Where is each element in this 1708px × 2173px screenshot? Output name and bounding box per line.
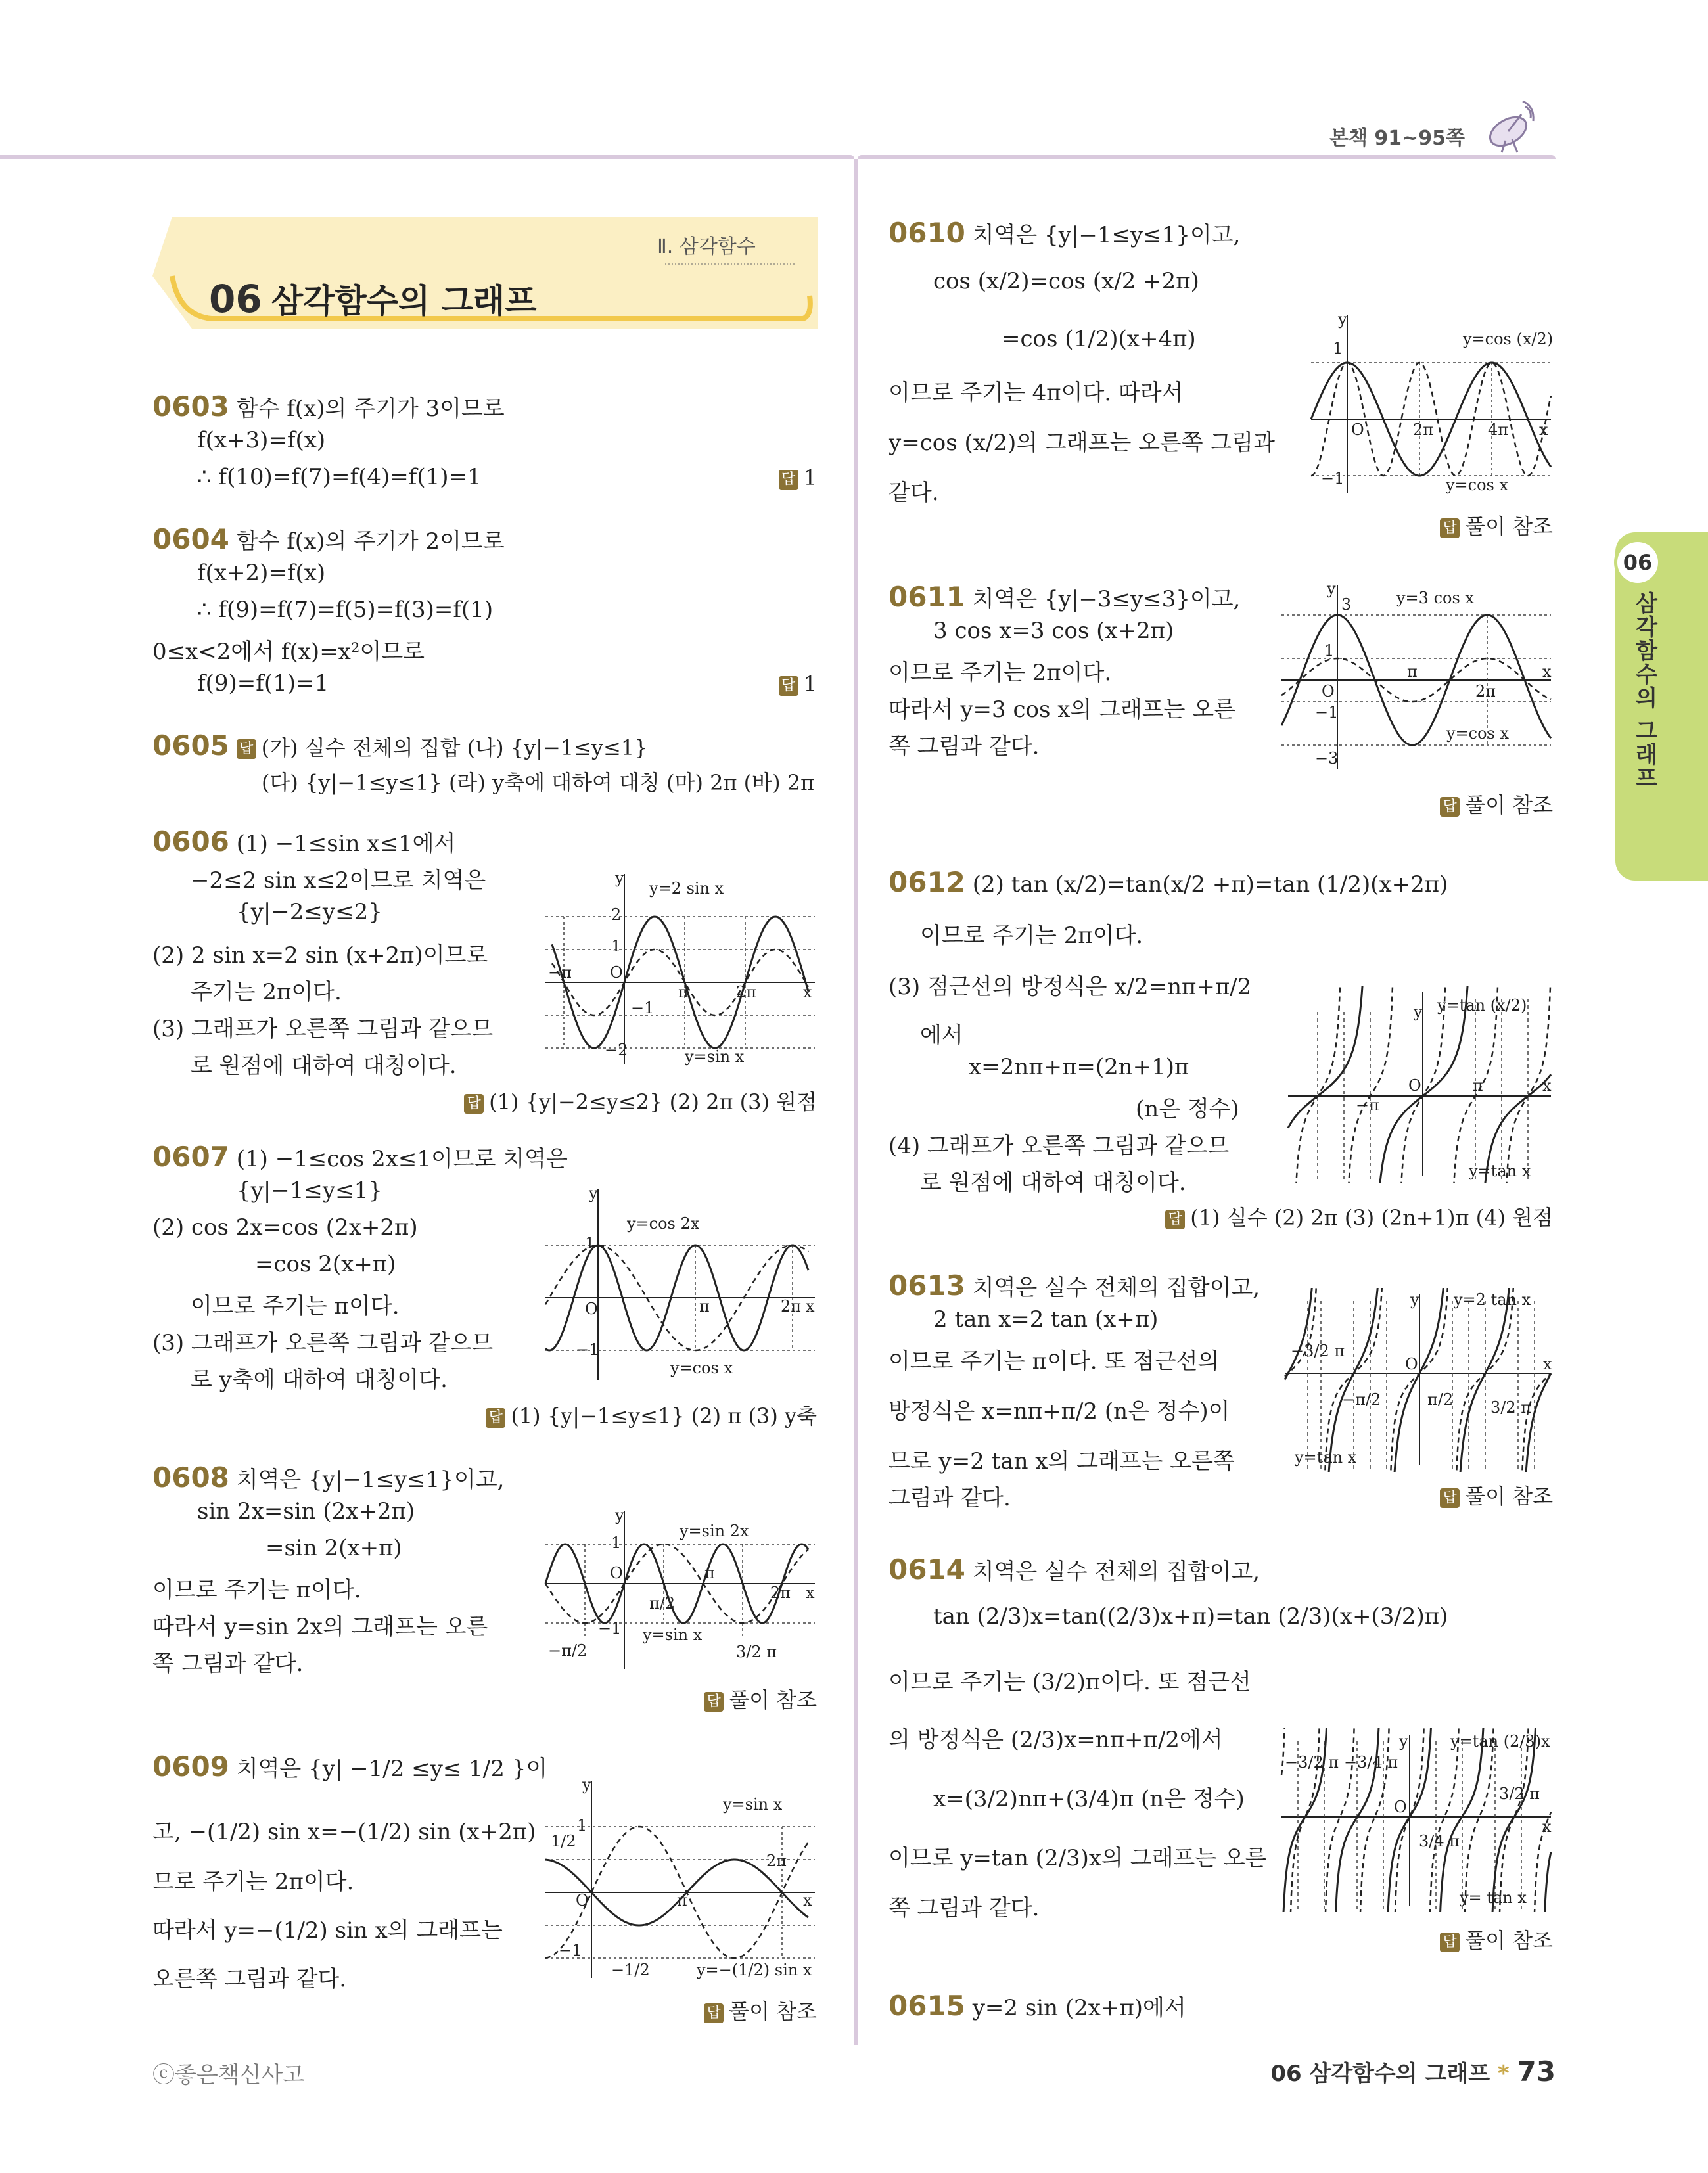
svg-text:O: O: [1394, 1798, 1407, 1816]
svg-text:2π: 2π: [736, 983, 757, 1001]
svg-text:O: O: [576, 1891, 589, 1910]
svg-text:−π: −π: [548, 963, 572, 982]
svg-text:x: x: [806, 1297, 815, 1315]
svg-text:y=2 sin x: y=2 sin x: [649, 879, 724, 898]
chapter-title-text: 삼각함수의 그래프: [271, 282, 537, 320]
svg-text:π: π: [677, 1891, 687, 1910]
svg-text:x: x: [803, 983, 812, 1001]
svg-text:x: x: [1542, 1076, 1552, 1095]
svg-text:x: x: [1543, 1355, 1552, 1373]
svg-text:y=sin x: y=sin x: [643, 1626, 703, 1644]
svg-text:1: 1: [577, 1816, 588, 1835]
svg-text:3/2 π: 3/2 π: [1499, 1785, 1540, 1803]
svg-text:−3/4 π: −3/4 π: [1344, 1753, 1398, 1772]
svg-text:−π: −π: [1356, 1096, 1379, 1114]
svg-text:y: y: [1399, 1732, 1408, 1750]
svg-text:O: O: [1405, 1355, 1418, 1373]
svg-text:y=tan x: y=tan x: [1295, 1448, 1357, 1467]
svg-text:−π/2: −π/2: [1342, 1390, 1381, 1409]
answer: 답 풀이 참조: [1440, 789, 1553, 819]
svg-text:2: 2: [611, 905, 622, 924]
graph-0612: [1285, 986, 1558, 1183]
answer: 답 (1) {y|−1≤y≤1} (2) π (3) y축: [486, 1400, 817, 1430]
svg-text:4π: 4π: [1488, 421, 1509, 439]
svg-text:π: π: [699, 1297, 710, 1315]
answer: 답 (1) 실수 (2) 2π (3) (2n+1)π (4) 원점: [1165, 1201, 1553, 1231]
page-footer: 06 삼각함수의 그래프 * 73: [1270, 2055, 1556, 2088]
svg-text:y: y: [1410, 1291, 1419, 1309]
svg-text:−1: −1: [1321, 469, 1345, 488]
svg-text:y: y: [615, 1506, 624, 1524]
svg-text:−1: −1: [631, 999, 655, 1017]
svg-text:y: y: [1414, 1003, 1423, 1021]
answer: 답 풀이 참조: [1440, 1924, 1553, 1954]
svg-text:π: π: [1407, 662, 1418, 681]
svg-text:−1: −1: [1315, 703, 1339, 721]
svg-text:−1/2: −1/2: [611, 1961, 650, 1979]
satellite-dish-icon: [1482, 97, 1538, 154]
graph-0611: [1278, 578, 1558, 775]
answer: 답 (1) {y|−2≤y≤2} (2) 2π (3) 원점: [464, 1086, 817, 1116]
chapter-title: [209, 275, 537, 322]
svg-text:1: 1: [1333, 339, 1343, 357]
header-rule-right: [858, 155, 1556, 159]
graph-0608: [539, 1505, 821, 1676]
svg-text:π: π: [678, 983, 689, 1001]
svg-text:y=sin x: y=sin x: [723, 1795, 783, 1814]
svg-text:y=2 tan x: y=2 tan x: [1454, 1291, 1531, 1309]
svg-text:−3/2 π: −3/2 π: [1291, 1342, 1345, 1360]
svg-text:1: 1: [585, 1234, 595, 1252]
side-tab-number: 06: [1614, 539, 1661, 586]
svg-text:y=sin x: y=sin x: [685, 1047, 745, 1066]
svg-text:y=cos 2x: y=cos 2x: [627, 1214, 700, 1233]
svg-text:y=tan (2/3)x: y=tan (2/3)x: [1450, 1732, 1550, 1750]
svg-text:O: O: [585, 1300, 598, 1318]
svg-text:y: y: [589, 1184, 598, 1202]
svg-text:O: O: [610, 1564, 623, 1582]
svg-text:y: y: [1327, 580, 1336, 598]
svg-text:−1: −1: [576, 1340, 599, 1359]
svg-text:y: y: [1338, 310, 1347, 329]
svg-text:−3: −3: [1315, 749, 1339, 767]
svg-text:y: y: [582, 1775, 591, 1794]
svg-text:2π: 2π: [781, 1297, 802, 1315]
unit-label: Ⅱ. 삼각함수: [657, 235, 756, 258]
graph-0606: [539, 867, 821, 1078]
svg-text:x: x: [1542, 662, 1552, 681]
svg-text:−π/2: −π/2: [548, 1641, 588, 1660]
svg-text:y=−(1/2) sin x: y=−(1/2) sin x: [697, 1961, 812, 1979]
svg-text:y=cos (x/2): y=cos (x/2): [1463, 330, 1554, 348]
svg-text:y=tan x: y=tan x: [1469, 1162, 1531, 1180]
svg-text:2π: 2π: [766, 1852, 787, 1870]
page-number: 73: [1517, 2055, 1556, 2088]
svg-text:π/2: π/2: [1427, 1390, 1454, 1409]
answer: 답 1: [779, 672, 817, 697]
side-tab-title: 삼각함수의 그래프: [1631, 591, 1657, 790]
graph-0613: [1281, 1288, 1558, 1472]
svg-text:2π: 2π: [1413, 421, 1434, 439]
svg-text:−2: −2: [605, 1041, 628, 1059]
svg-text:π: π: [704, 1564, 715, 1582]
publisher-credit: ⓒ좋은책신사고: [152, 2062, 305, 2088]
svg-text:x: x: [1539, 421, 1548, 439]
svg-text:y=cos x: y=cos x: [1446, 476, 1509, 494]
svg-text:π: π: [1473, 1076, 1483, 1095]
header-rule-left: [0, 155, 854, 159]
answer: 답 풀이 참조: [704, 1683, 817, 1714]
svg-text:y=cos x: y=cos x: [670, 1359, 733, 1377]
svg-text:2π: 2π: [770, 1584, 791, 1602]
svg-text:1: 1: [611, 937, 622, 955]
svg-text:y=tan (x/2): y=tan (x/2): [1437, 996, 1527, 1015]
svg-text:x: x: [803, 1891, 812, 1910]
svg-text:π/2: π/2: [649, 1594, 676, 1613]
svg-text:O: O: [1351, 421, 1364, 439]
svg-text:−1: −1: [559, 1941, 582, 1959]
svg-text:y=3 cos x: y=3 cos x: [1396, 589, 1474, 607]
svg-text:1: 1: [611, 1534, 622, 1552]
answer: 답 풀이 참조: [704, 1995, 817, 2025]
svg-text:O: O: [610, 963, 623, 982]
svg-text:O: O: [1408, 1076, 1421, 1095]
svg-text:1: 1: [1324, 641, 1335, 660]
svg-text:−1: −1: [598, 1619, 622, 1637]
svg-text:3/2 π: 3/2 π: [1490, 1398, 1532, 1417]
graph-0614: [1278, 1728, 1558, 1912]
svg-text:y: y: [615, 869, 624, 887]
svg-text:x: x: [806, 1584, 815, 1602]
svg-text:3/2 π: 3/2 π: [736, 1643, 777, 1661]
curve-tanx: [1285, 1288, 1551, 1472]
svg-text:2π: 2π: [1475, 682, 1496, 700]
column-divider: [854, 159, 858, 2045]
graph-0607: [539, 1183, 821, 1386]
graph-0609: [539, 1774, 821, 1984]
svg-text:−3/2 π: −3/2 π: [1285, 1753, 1339, 1772]
svg-text:x: x: [1542, 1818, 1552, 1836]
svg-text:3/4 π: 3/4 π: [1419, 1832, 1460, 1850]
page-range-label: 본책 91~95쪽: [1329, 127, 1465, 150]
answer: 답 1: [779, 465, 817, 490]
chapter-number: 06: [209, 277, 262, 321]
svg-text:1/2: 1/2: [551, 1832, 576, 1850]
svg-text:y=sin 2x: y=sin 2x: [680, 1522, 749, 1540]
svg-text:O: O: [1322, 682, 1335, 700]
answer: 답 풀이 참조: [1440, 510, 1553, 540]
problem-number: 0603: [152, 390, 229, 423]
answer: 답 풀이 참조: [1440, 1480, 1553, 1510]
graph-0610: [1308, 309, 1558, 499]
svg-text:y=cos x: y=cos x: [1446, 724, 1510, 743]
svg-text:3: 3: [1341, 595, 1352, 614]
svg-text:y= tan x: y= tan x: [1460, 1888, 1527, 1907]
